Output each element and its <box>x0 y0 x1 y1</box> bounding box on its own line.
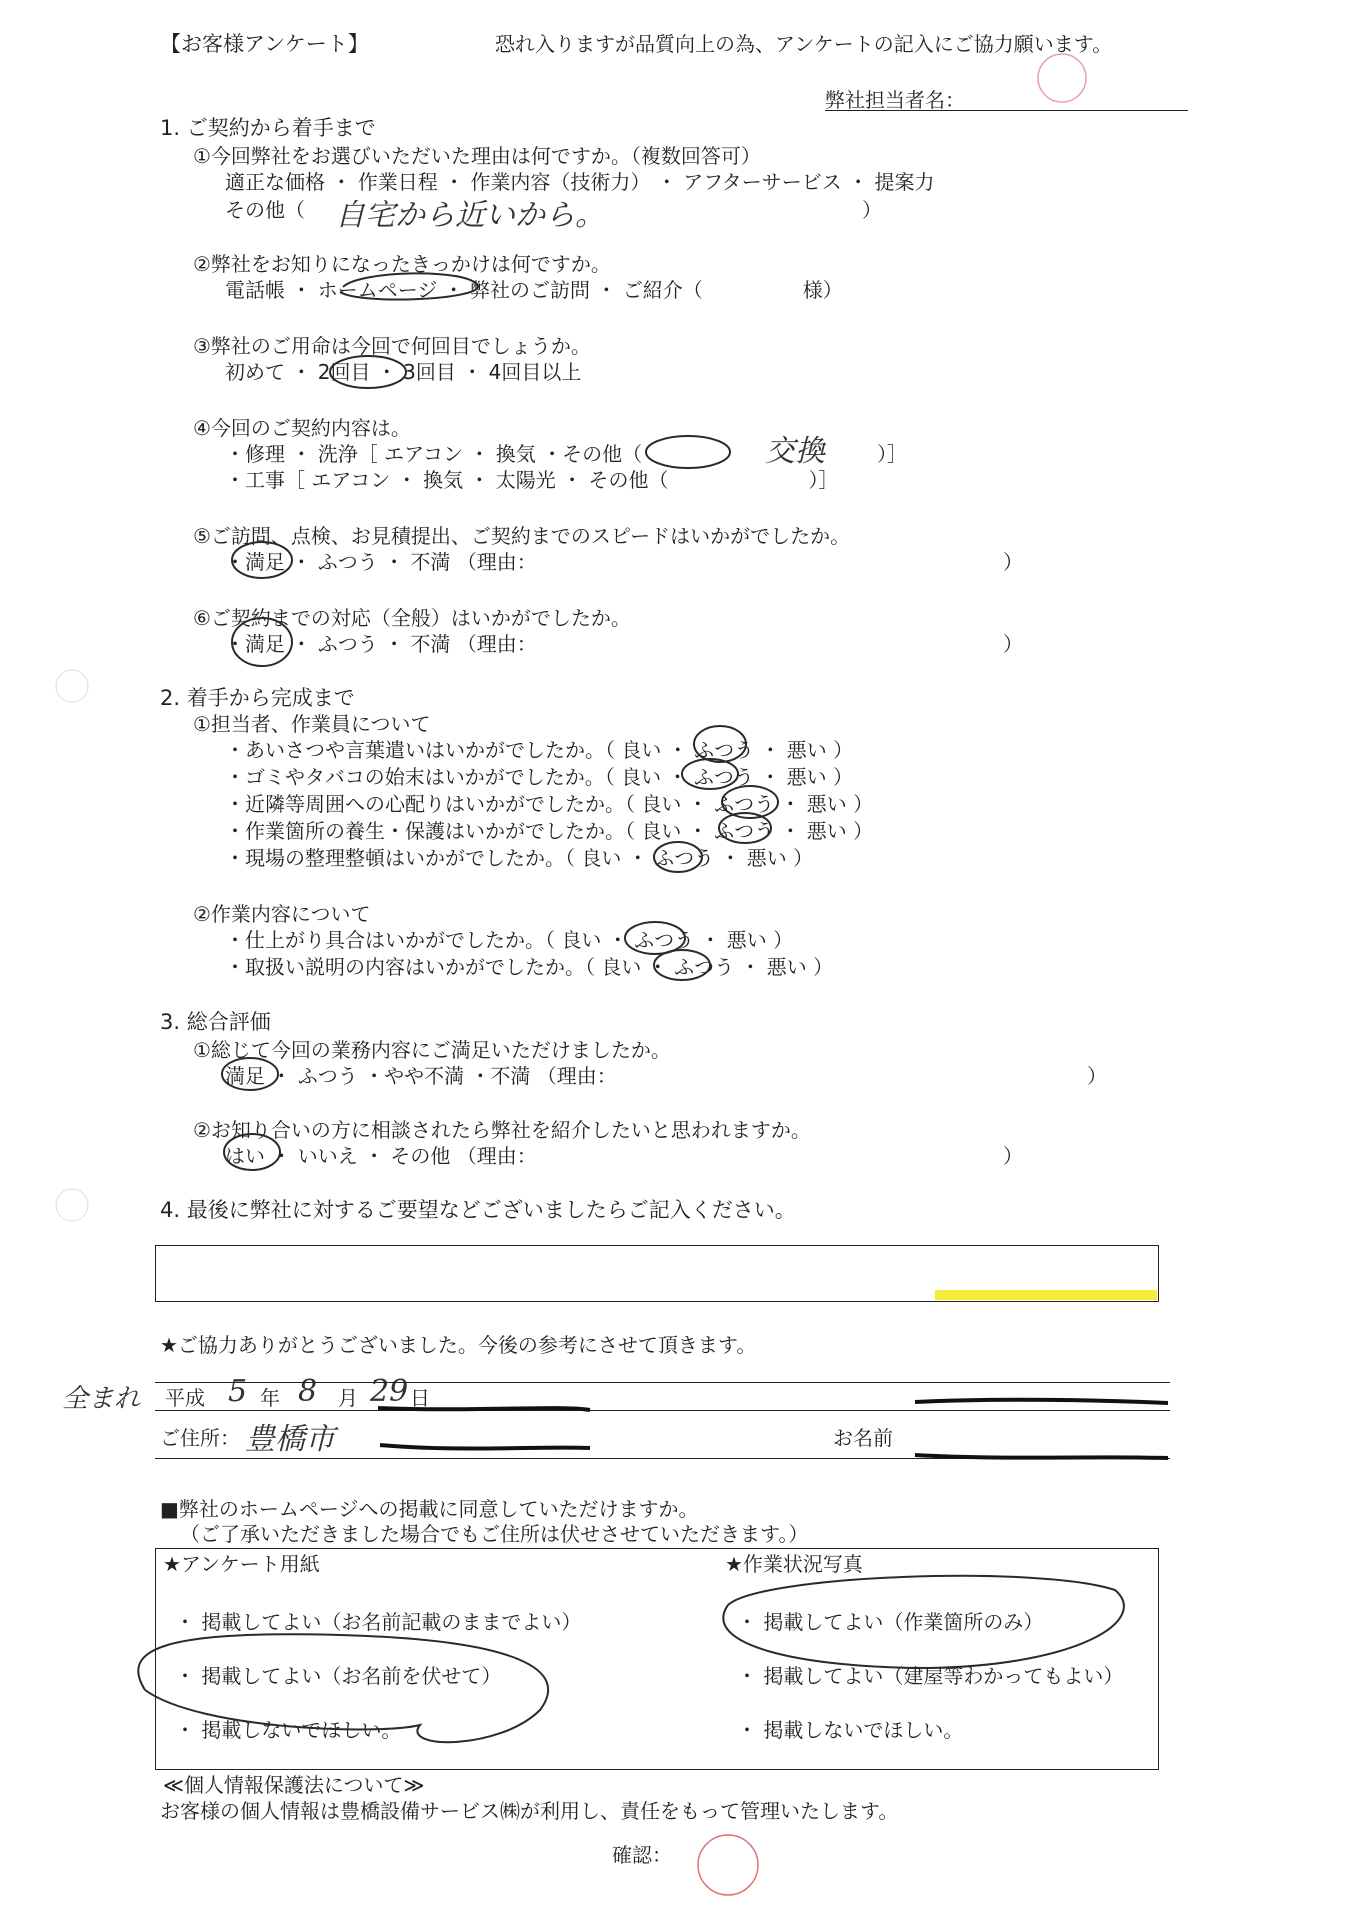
consent-left-option[interactable]: ・ 掲載してよい（お名前記載のままでよい） <box>175 1610 582 1634</box>
section1-heading: 1. ご契約から着手まで <box>160 116 376 140</box>
q2-1-item: ・現場の整理整頓はいかがでしたか。（ 良い ・ ふつう ・ 悪い ） <box>225 846 814 870</box>
consent-left-option[interactable]: ・ 掲載しないでほしい。 <box>175 1718 402 1742</box>
q1-4-handwritten: 交換 <box>765 434 825 469</box>
q1-4-line1: ・修理 ・ 洗浄［ エアコン ・ 換気 ・その他（ <box>225 442 643 466</box>
q1-1-other-open: その他（ <box>225 198 305 222</box>
confirm-stamp <box>698 1835 758 1895</box>
good-circle <box>625 922 685 954</box>
month-handwritten: 8 <box>298 1374 318 1409</box>
overall-satisfied-circle <box>222 1058 278 1090</box>
consent-right-option[interactable]: ・ 掲載してよい（作業箇所のみ） <box>737 1610 1044 1634</box>
good-circle <box>694 726 746 762</box>
homepage-circle <box>340 273 478 299</box>
q2-1-item: ・あいさつや言葉遣いはいかがでしたか。（ 良い ・ ふつう ・ 悪い ） <box>225 738 854 762</box>
q3-1-question: ①総じて今回の業務内容にご満足いただけましたか。 <box>193 1038 671 1062</box>
q1-1-options: 適正な価格 ・ 作業日程 ・ 作業内容（技術力） ・ アフターサービス ・ 提案力 <box>225 170 935 194</box>
q2-2-item: ・仕上がり具合はいかがでしたか。（ 良い ・ ふつう ・ 悪い ） <box>225 928 794 952</box>
q1-3-question: ③弊社のご用命は今回で何回目でしょうか。 <box>193 334 591 358</box>
year-handwritten: 5 <box>228 1374 248 1409</box>
consent-left-title: ★アンケート用紙 <box>163 1552 320 1576</box>
address-handwritten: 豊橋市 <box>245 1422 335 1457</box>
q2-1-item: ・作業箇所の養生・保護はいかがでしたか。（ 良い ・ ふつう ・ 悪い ） <box>225 819 874 843</box>
q1-2-question: ②弊社をお知りになったきっかけは何ですか。 <box>193 252 611 276</box>
q1-6-question: ⑥ご契約までの対応（全般）はいかがでしたか。 <box>193 606 631 630</box>
name-label: お名前 <box>833 1426 893 1450</box>
day-handwritten: 29 <box>370 1374 409 1409</box>
margin-handwriting: 全まれ <box>62 1384 141 1414</box>
q2-1-subheading: ①担当者、作業員について <box>193 712 431 736</box>
section4-heading: 4. 最後に弊社に対するご要望などございましたらご記入ください。 <box>160 1198 796 1222</box>
good-circle <box>682 759 738 789</box>
consent-right-option[interactable]: ・ 掲載しないでほしい。 <box>737 1718 964 1742</box>
survey-title: 【お客様アンケート】 <box>160 32 369 56</box>
q1-3-options: 初めて ・ 2回目 ・ 3回目 ・ 4回目以上 <box>225 360 582 384</box>
redaction-mark <box>915 1455 1168 1458</box>
intro-text: 恐れ入りますが品質向上の為、アンケートの記入にご協力願います。 <box>495 32 1113 56</box>
redaction-mark <box>380 1445 590 1449</box>
yes-circle <box>224 1134 280 1170</box>
era-label: 平成 <box>165 1386 205 1410</box>
satisfied-circle-6 <box>232 618 292 666</box>
q1-4-question: ④今回のご契約内容は。 <box>193 416 411 440</box>
left-consent-circle <box>138 1634 548 1742</box>
q3-2-close: ） <box>1003 1144 1023 1168</box>
q3-1-options: 満足 ・ ふつう ・やや不満 ・不満 （理由： <box>225 1064 617 1088</box>
consent-left-option[interactable]: ・ 掲載してよい（お名前を伏せて） <box>175 1664 502 1688</box>
q3-2-options: はい ・ いいえ ・ その他 （理由： <box>225 1144 537 1168</box>
day-label: 日 <box>410 1386 430 1410</box>
privacy-title: ≪個人情報保護法について≫ <box>163 1773 425 1797</box>
q3-2-question: ②お知り合いの方に相談されたら弊社を紹介したいと思われますか。 <box>193 1118 811 1142</box>
good-circle <box>654 950 710 980</box>
other-circle <box>646 436 730 468</box>
section2-heading: 2. 着手から完成まで <box>160 686 355 710</box>
q1-6-close: ） <box>1003 632 1023 656</box>
good-circle <box>654 842 702 872</box>
q1-5-close: ） <box>1003 550 1023 574</box>
q1-4-line1-close: ）］ <box>877 442 907 466</box>
consent-right-option[interactable]: ・ 掲載してよい（建屋等わかってもよい） <box>737 1664 1124 1688</box>
q3-1-close: ） <box>1087 1064 1107 1088</box>
q2-2-item: ・取扱い説明の内容はいかがでしたか。（ 良い ・ ふつう ・ 悪い ） <box>225 955 834 979</box>
thanks-text: ★ご協力ありがとうございました。今後の参考にさせて頂きます。 <box>160 1333 757 1357</box>
month-label: 月 <box>338 1386 358 1410</box>
punch-hole <box>56 1189 88 1221</box>
q1-4-line2: ・工事［ エアコン ・ 換気 ・ 太陽光 ・ その他（ ）］ <box>225 468 839 492</box>
staff-label: 弊社担当者名： <box>825 88 965 112</box>
q2-1-item: ・ゴミやタバコの始末はいかがでしたか。（ 良い ・ ふつう ・ 悪い ） <box>225 765 853 789</box>
address-label: ご住所： <box>160 1426 240 1450</box>
consent-right-title: ★作業状況写真 <box>725 1552 863 1576</box>
right-consent-circle <box>723 1576 1124 1668</box>
punch-hole <box>56 670 88 702</box>
q1-1-question: ①今回弊社をお選びいただいた理由は何ですか。（複数回答可） <box>193 144 761 168</box>
privacy-text: お客様の個人情報は豊橋設備サービス㈱が利用し、責任をもって管理いたします。 <box>160 1799 899 1823</box>
q1-1-other-handwritten: 自宅から近いから。 <box>335 198 605 233</box>
satisfied-circle-5 <box>232 542 292 578</box>
consent-question: ■弊社のホームページへの掲載に同意していただけますか。 <box>160 1497 699 1521</box>
consent-note: （ご了承いただきました場合でもご住所は伏せさせていただきます。） <box>180 1522 809 1546</box>
highlight-mark <box>935 1290 1157 1300</box>
second-time-circle <box>330 356 406 388</box>
staff-seal <box>1038 54 1086 102</box>
q2-1-item: ・近隣等周囲への心配りはいかがでしたか。（ 良い ・ ふつう ・ 悪い ） <box>225 792 874 816</box>
q1-2-options: 電話帳 ・ ホームページ ・ 弊社のご訪問 ・ ご紹介（ 様） <box>225 278 843 302</box>
q1-1-other-close: ） <box>862 198 882 222</box>
q2-2-subheading: ②作業内容について <box>193 902 371 926</box>
year-label: 年 <box>260 1386 280 1410</box>
q1-6-options: ・満足 ・ ふつう ・ 不満 （理由： <box>225 632 537 656</box>
section3-heading: 3. 総合評価 <box>160 1010 271 1034</box>
q1-5-options: ・満足 ・ ふつう ・ 不満 （理由： <box>225 550 537 574</box>
redaction-mark <box>915 1400 1168 1403</box>
q1-5-question: ⑤ご訪問、点検、お見積提出、ご契約までのスピードはいかがでしたか。 <box>193 524 851 548</box>
redaction-mark <box>378 1408 590 1410</box>
confirm-label: 確認： <box>612 1843 672 1867</box>
